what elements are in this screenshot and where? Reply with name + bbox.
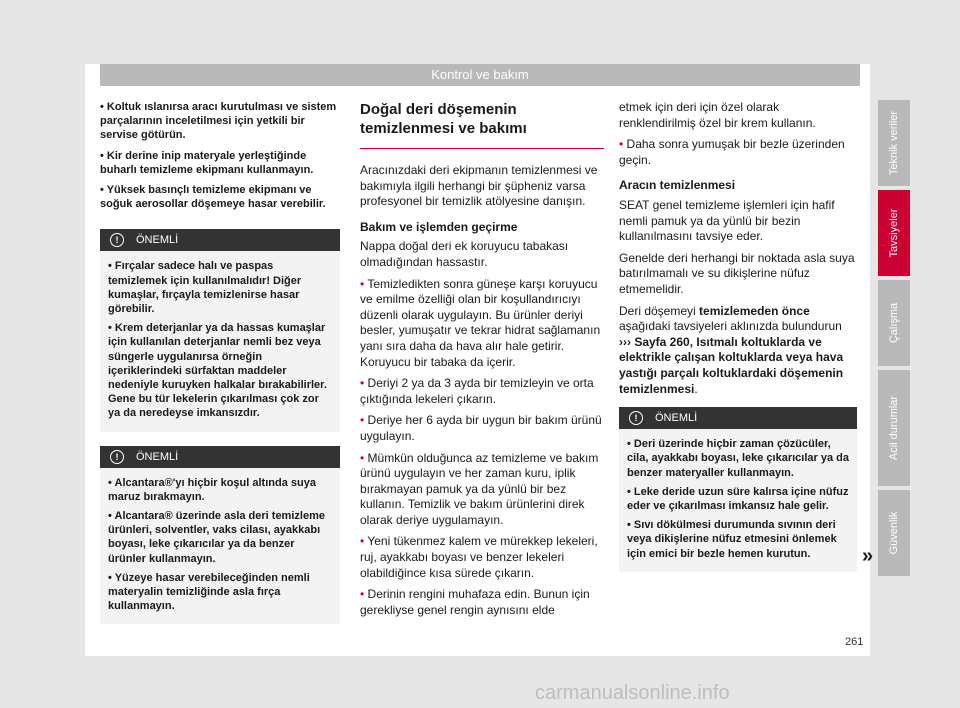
list-item: • Yüzeye hasar verebileceğinden nemli materyalin temizliğinde asla fırça kullanmayın. (108, 571, 310, 613)
list-item: • Daha sonra yumuşak bir bezle üzerinden geçin. (619, 137, 845, 167)
paragraph: SEAT genel temizleme işlemleri için hafif nemli pamuk ya da yünlü bir bezin kullanılmasını tavsiye eder. (619, 197, 835, 244)
list-item: • Mümkün olduğunca az temizleme ve bakım ürünü uygulayın ve her zaman kuru, iplik bırakmayan pamuk ya da yünlü bir bez kullanın. Temizlik ve bakım ürünlerini direk olarak deriye uygulamayın. (360, 450, 599, 527)
tab-technical-data[interactable]: Teknik veriler (878, 100, 910, 186)
continue-arrow-icon: » (862, 545, 874, 567)
paragraph: Aracınızdaki deri ekipmanın temizlenmesi ve bakımıyla ilgili herhangi bir şüpheniz varsa profesyonel bir temizlik atölyesine danışın. (360, 163, 598, 209)
paragraph: Genelde deri herhangi bir noktada asla suya batırılmamalı ve su dikişlerine nüfuz etmemelidir. (619, 250, 855, 296)
column-middle (360, 100, 604, 624)
warning-box (619, 407, 857, 572)
list-item: • Temizledikten sonra güneşe karşı koruyucu ve emilme özelliği olan bir koşullandırıcıyı düzenli olarak uygulayın. Bu ürünler deriyi besler, yumuşatır ve tekrar hidrat sağlamanın yanı sıra daha da hava alır hale getirir. Koruyucu bir tabaka da içerir. (360, 276, 601, 369)
list-item: • Fırçalar sadece halı ve paspas temizlemek için kullanılmalıdır! Diğer kumaşlar, fırçayla temizlenirse hasar görebilir. (108, 260, 302, 316)
list-item: • Deriye her 6 ayda bir uygun bir bakım ürünü uygulayın. (360, 413, 602, 443)
warning-box (100, 446, 340, 625)
paragraph: Nappa doğal deri ek koruyucu tabakası olmadığından hassastır. (360, 239, 569, 269)
list-item: • Kir derine inip materyale yerleştiğinde buharlı temizleme ekipmanı kullanmayın. (100, 149, 314, 176)
tab-emergencies[interactable]: Acil durumlar (878, 370, 910, 486)
warning-icon: ! (629, 411, 643, 425)
section-title: Doğal deri döşemenin temizlenmesi ve bakımı (360, 100, 604, 149)
warning-header: ! ÖNEMLİ (100, 229, 340, 251)
list-item: • Derinin rengini muhafaza edin. Bunun için gerekliyse genel rengin aynısını elde (360, 587, 590, 617)
bullet-list (100, 100, 340, 211)
list-item: • Deriyi 2 ya da 3 ayda bir temizleyin ve orta çıktığında lekeleri çıkarın. (360, 376, 594, 406)
paragraph: etmek için deri için özel olarak renklendirilmiş özel bir krem kullanın. (619, 100, 816, 130)
list-item: • Sıvı dökülmesi durumunda sıvının deri veya dikişlerine nüfuz etmesini önlemek için emici bir bezle hemen kurutun. (627, 519, 837, 560)
subheading: Bakım ve işlemden geçirme (360, 219, 518, 234)
page-header: Kontrol ve bakım (100, 64, 860, 86)
list-item: • Leke deride uzun süre kalırsa içine nüfuz eder ve çıkarılması imkansız hale gelir. (627, 485, 849, 512)
list-item: • Alcantara® üzerinde asla deri temizleme ürünleri, solventler, vaks cilası, ayakkabı boyası, leke çıkarıcılar ya da benzer ürünler kullanmayın. (108, 510, 325, 565)
warning-body (100, 468, 340, 625)
list-item: • Koltuk ıslanırsa aracı kurutulması ve sistem parçalarının inceletilmesi için yetkili bir servise götürün. (100, 101, 337, 142)
page-reference-link[interactable]: ››› Sayfa 260, Isıtmalı koltuklarda ve elektrikle çalışan koltuklarda veya hava yastığı parçalı koltuklardaki döşemenin temizlenmesi (619, 334, 844, 396)
tab-recommendations[interactable]: Tavsiyeler (878, 190, 910, 276)
subheading: Aracın temizlenmesi (619, 178, 736, 193)
list-item: • Yeni tükenmez kalem ve mürekkep lekeleri, ruj, ayakkabı boyası ve benzer lekeleri olabildiğince kısa sürede çıkarın. (360, 534, 598, 580)
warning-body (619, 429, 857, 572)
column-right (619, 100, 857, 572)
list-item: • Alcantara®'yı hiçbir koşul altında suya maruz bırakmayın. (108, 476, 316, 503)
warning-body (100, 251, 340, 431)
paragraph: Deri döşemeyi temizlemeden önce aşağıdaki tavsiyeleri aklınızda bulundurun ››› Sayfa 260, Isıtmalı koltuklarda ve elektrikle çalışan koltuklarda veya hava yastığı parçalı koltuklardaki döşemenin temizlenmesi. (619, 303, 844, 396)
warning-header: ! ÖNEMLİ (619, 407, 857, 429)
watermark: carmanualsonline.info (535, 682, 730, 704)
warning-icon: ! (110, 450, 124, 464)
list-item: • Deri üzerinde hiçbir zaman çözücüler, cila, ayakkabı boyası, leke çıkarıcılar ya da benzer materyaller kullanmayın. (627, 438, 849, 479)
warning-box (100, 229, 340, 431)
tab-operation[interactable]: Çalışma (878, 280, 910, 366)
list-item: • Yüksek basınçlı temizleme ekipmanı ve soğuk aerosollar döşemeye hasar verebilir. (100, 184, 326, 211)
warning-header: ! ÖNEMLİ (100, 446, 340, 468)
column-left (100, 100, 340, 624)
page-number: 261 (845, 636, 864, 648)
tab-safety[interactable]: Güvenlik (878, 490, 910, 576)
warning-icon: ! (110, 233, 124, 247)
list-item: • Krem deterjanlar ya da hassas kumaşlar için kullanılan deterjanlar nemli bez veya süngerle uygulanırsa örneğin içeriklerindeki sürfaktan maddeler nedeniyle kuruyken halkalar bırakabilirler. Gene bu tür lekelerin çıkarılması çok zor ya da neredeyse imkansızdır. (108, 322, 327, 420)
